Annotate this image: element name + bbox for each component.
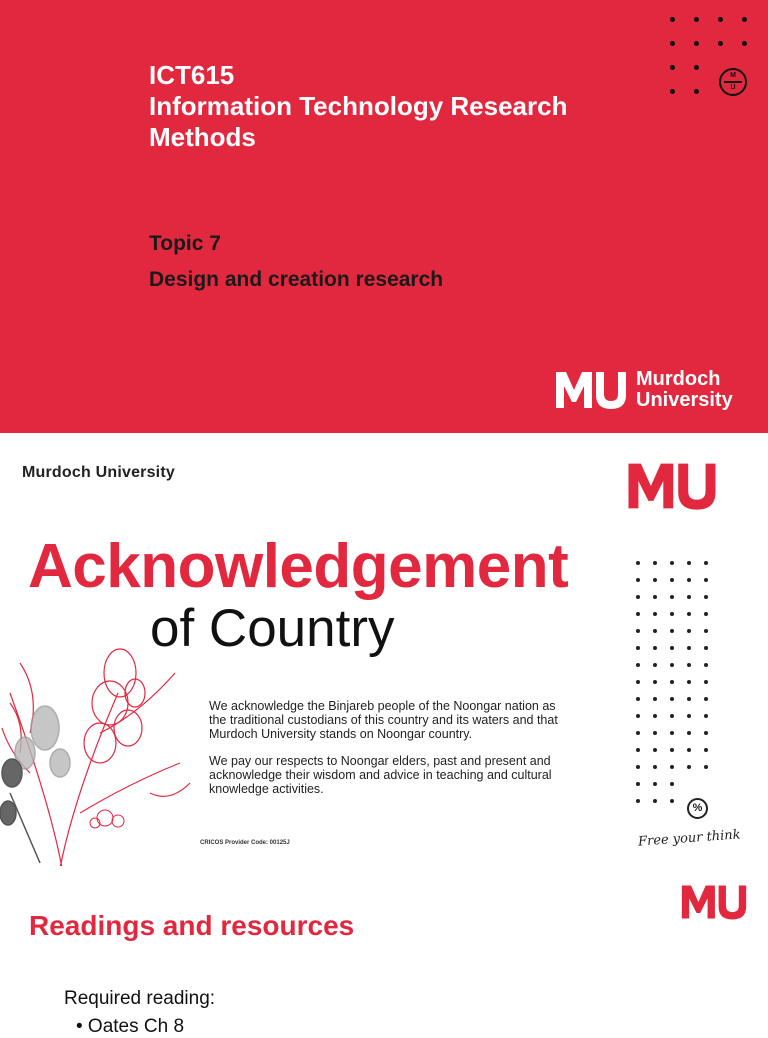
required-reading-label: Required reading: — [64, 988, 216, 1009]
cricos-code: CRICOS Provider Code: 00125J — [200, 840, 290, 846]
acknowledgement-slide — [0, 433, 768, 866]
brand-name: Murdoch University — [22, 464, 175, 481]
respects-paragraph: We pay our respects to Noongar elders, past and present and acknowledge their wisdom and advice in teaching and cultural knowledge activities. — [209, 754, 552, 796]
mu-seal-icon: M U — [719, 68, 747, 96]
course-title: Information Technology Research Methods — [149, 91, 568, 152]
title-slide — [0, 0, 768, 433]
acknowledgement-paragraph: We acknowledge the Binjareb people of the Noongar nation as the traditional custodians of this country and its waters and that Murdoch University stands on Noongar country. — [209, 699, 558, 741]
readings-title: Readings and resources — [29, 910, 355, 941]
course-code: ICT615 — [149, 60, 235, 90]
tagline: Free your think — [637, 827, 742, 850]
acknowledgement-heading: Acknowledgement — [28, 532, 569, 601]
topic-number: Topic 7 — [149, 232, 221, 255]
readings-slide — [0, 866, 768, 1037]
mu-logo-icon — [554, 370, 628, 410]
murdoch-university-wordmark: Murdoch University — [636, 368, 733, 411]
topic-subtitle: Design and creation research — [149, 268, 444, 291]
percent-circle-icon: % — [687, 798, 708, 819]
mu-logo-icon — [680, 883, 748, 921]
reading-list-item: • Oates Ch 8 — [76, 1016, 185, 1037]
mu-logo-icon — [626, 461, 718, 511]
banksia-flower-illustration-icon — [0, 633, 200, 873]
of-country-heading: of Country — [150, 599, 395, 658]
